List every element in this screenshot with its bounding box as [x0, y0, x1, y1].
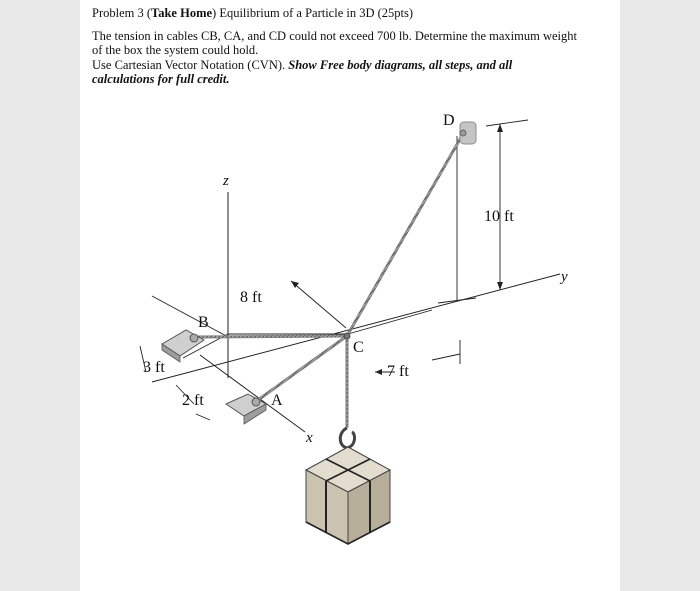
label-point-a: A: [271, 392, 283, 409]
box-weight: [306, 447, 390, 544]
label-axis-y: y: [561, 269, 568, 285]
label-dim-2ft: 2 ft: [182, 392, 204, 409]
label-point-d: D: [443, 112, 455, 129]
label-point-c: C: [353, 339, 364, 356]
label-axis-x: x: [306, 430, 313, 446]
label-dim-8ft: 8 ft: [240, 289, 262, 306]
statement-line-4: calculations for full credit.: [92, 72, 230, 86]
statement-line-3: Use Cartesian Vector Notation (CVN). Show Free body diagrams, all steps, and all: [92, 57, 513, 72]
problem-title: Problem 3 (Take Home) Equilibrium of a Particle in 3D (25pts): [92, 6, 414, 20]
dim-8ft-arrow: [291, 281, 346, 328]
ring-c: [344, 333, 350, 339]
title-bold: Take Home: [151, 6, 213, 20]
x-axis-line: [200, 355, 305, 432]
label-point-b: B: [198, 314, 209, 331]
label-dim-10ft: 10 ft: [484, 208, 514, 225]
instruction-bold: Show Free body diagrams, all steps, and all: [288, 57, 513, 72]
label-axis-z: z: [223, 173, 229, 189]
label-dim-7ft: 7 ft: [387, 363, 409, 380]
statement-line-1: The tension in cables CB, CA, and CD could not exceed 700 lb. Determine the maximum weight: [92, 28, 577, 43]
y-axis-line: [152, 274, 560, 382]
statement-line-2: of the box the system could hold.: [92, 43, 259, 57]
hook: [340, 428, 354, 448]
label-dim-3ft: 3 ft: [143, 359, 165, 376]
